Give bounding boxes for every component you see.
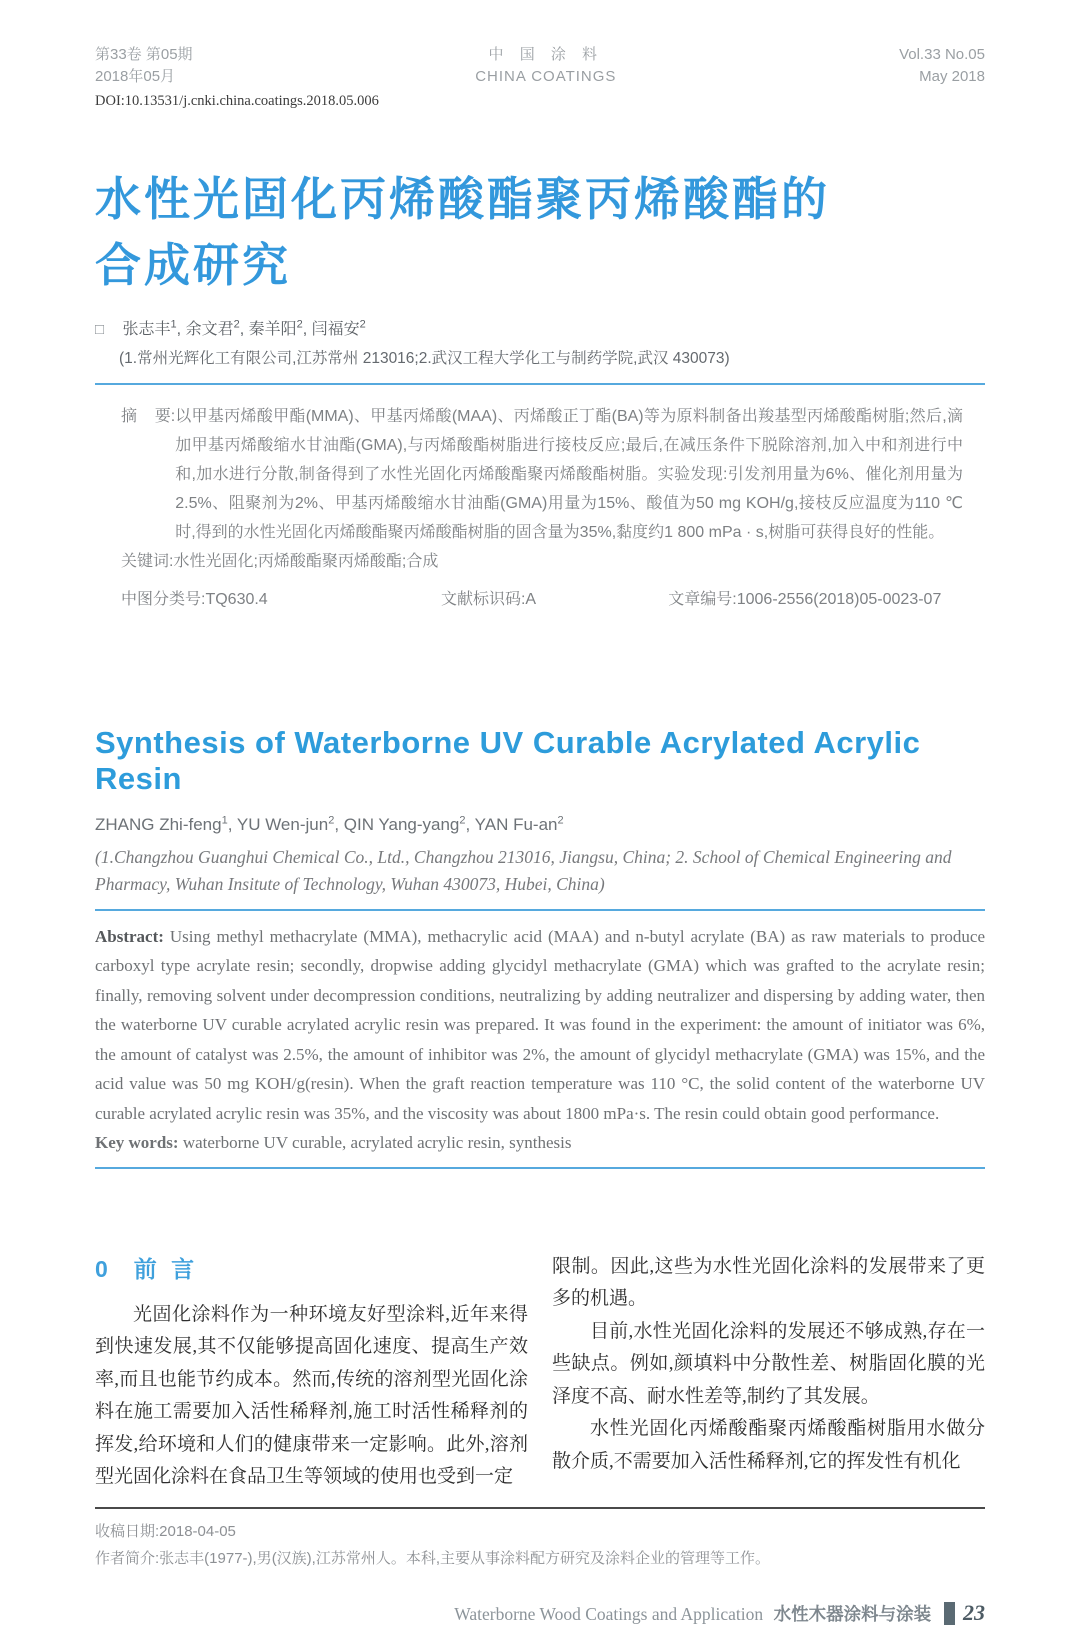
header-issue-info [95,44,193,88]
divider-rule [95,1167,985,1169]
footer-section-en: Waterborne Wood Coatings and Application [454,1603,764,1624]
article-title-cn-line1: 水性光固化丙烯酸酯聚丙烯酸酯的 [95,173,830,225]
abstract-en-text: Using methyl methacrylate (MMA), methacrylic acid (MAA) and n-butyl acrylate (BA) as raw materials to produce carboxyl type acrylate resin; secondly, dropwise adding glycidyl methacrylate (GMA) which was grafted to the acrylate resin; finally, removing solvent under decompression conditions, neutralizing by adding neutralizer and dispersing by adding water, then the waterborne UV curable acrylated acrylic resin was prepared. It was found in the experiment: the amount of initiator was 6%, the amount of catalyst was 2.5%, the amount of inhibitor was 2%, the amount of glycidyl methacrylate (GMA) was 15%, and the acid value was 50 mg KOH/g(resin). When the graft reaction temperature was 110 °C, the solid content of the waterborne UV curable acrylated acrylic resin was 35%, and the viscosity was about 1800 mPa·s. The resin could obtain good performance. [95,926,985,1123]
received-date: 收稿日期:2018-04-05 [95,1522,236,1540]
section-heading [95,1251,528,1284]
abstract-en-label: Abstract: [95,926,164,946]
journal-name [475,44,616,88]
column-right [552,1251,985,1494]
column-left [95,1251,528,1494]
author-cn: 秦羊阳$^2$, [248,318,308,338]
affiliation-en: (1.Changzhou Guanghui Chemical Co., Ltd., Changzhou 213016, Jiangsu, China; 2. School of Chemical Engineering and Pharmacy, Wuhan Insitute of Technology, Wuhan 430073, Hubei, China) [95,846,952,894]
author-en: YAN $Fu-an^2$ [474,814,564,834]
keywords-cn-label: 关键词: [121,553,174,570]
volume-issue-cn: 第33卷 第05期 [95,46,193,63]
abstract-cn-text: 以甲基丙烯酸甲酯(MMA)、甲基丙烯酸(MAA)、丙烯酸正丁酯(BA)等为原料制备出羧基型丙烯酸酯树脂;然后,滴加甲基丙烯酸缩水甘油酯(GMA),与丙烯酸酯树脂进行接枝反应;最后,在减压条件下脱除溶剂,加入中和剂进行中和,加水进行分散,制备得到了水性光固化丙烯酸酯聚丙烯酸酯树脂。实验发现:引发剂用量为6%、催化剂用量为2.5%、阻聚剂为2%、甲基丙烯酸缩水甘油酯(GMA)用量为15%、酸值为50 mg KOH/g,接枝反应温度为110 ℃时,得到的水性光固化丙烯酸酯聚丙烯酸酯树脂的固含量为35%,黏度约1 800 mPa · s,树脂可获得良好的性能。 [175,408,963,541]
section-title: 前 言 [133,1255,199,1282]
body-paragraph: 光固化涂料作为一种环境友好型涂料,近年来得到快速发展,其不仅能够提高固化速度、提高生产效率,而且也能节约成本。然而,传统的溶剂型光固化涂料在施工需要加入活性稀释剂,施工时活性稀释剂的挥发,给环境和人们的健康带来一定影响。此外,溶剂型光固化涂料在食品卫生等领域的使用也受到一定 [95,1303,528,1488]
keywords-en [95,1128,985,1158]
author-en: QIN Yang-yang$^2$, [343,814,475,834]
document-code: 文献标识码:A [440,591,537,608]
author-marker-icon: □ [95,321,105,338]
body-paragraph: 目前,水性光固化涂料的发展还不够成熟,存在一些缺点。例如,颜填料中分散性差、树脂固化膜的光泽度不高、耐水性差等,制约了其发展。 [552,1320,985,1407]
clc-number: 中图分类号:TQ630.4 [121,591,268,608]
affiliation-cn: (1.常州光辉化工有限公司,江苏常州 213016;2.武汉工程大学化工与制药学院,武汉 430073) [119,350,730,367]
author-en: YU Wen-jun$^2$, [236,814,344,834]
doi: DOI:10.13531/j.cnki.china.coatings.2018.05.006 [95,93,379,109]
article-title-cn-line2: 合成研究 [95,239,291,291]
keywords-en-label: Key words: [95,1133,179,1153]
article-id: 文章编号:1006-2556(2018)05-0023-07 [668,591,942,608]
article-title-en: Synthesis of Waterborne UV Curable Acrylated Acrylic Resin [95,725,921,796]
footer-section-cn: 水性木器涂料与涂装 [773,1603,932,1624]
article-title-cn [95,166,985,298]
journal-header [95,44,985,88]
classification-row [121,586,963,609]
footnote [95,1507,985,1572]
author-cn: 余文君$^2$, [185,318,245,338]
author-en: ZHANG Zhi-feng$^1$, [95,814,237,834]
author-cn: 张志丰$^1$, [122,318,182,338]
page-number: 23 [963,1599,985,1625]
author-cn: 闫福安$^2$ [311,318,366,338]
page-footer [95,1600,985,1626]
authors-en [95,814,985,835]
keywords-cn-text: 水性光固化;丙烯酸酯聚丙烯酸酯;合成 [173,553,439,570]
body-columns [95,1251,985,1494]
footer-bar-icon [944,1602,955,1625]
body-paragraph: 限制。因此,这些为水性光固化涂料的发展带来了更多的机遇。 [552,1255,985,1310]
abstract-cn-label: 摘 要: [121,408,176,425]
divider-rule [95,383,985,385]
date-en: May 2018 [919,68,985,85]
divider-rule [95,909,985,911]
abstract-en [95,922,985,1129]
header-issue-info-en [899,44,985,88]
body-paragraph: 水性光固化丙烯酸酯聚丙烯酸酯树脂用水做分散介质,不需要加入活性稀释剂,它的挥发性有机化 [552,1418,985,1472]
abstract-cn [121,402,963,576]
keywords-en-text: waterborne UV curable, acrylated acrylic resin, synthesis [178,1133,572,1153]
journal-name-cn: 中 国 涂 料 [488,46,604,63]
date-cn: 2018年05月 [95,68,176,85]
volume-issue-en: Vol.33 No.05 [899,46,985,63]
journal-name-en: CHINA COATINGS [475,68,617,85]
author-bio: 作者简介:张志丰(1977-),男(汉族),江苏常州人。本科,主要从事涂料配方研究及涂料企业的管理等工作。 [95,1549,771,1567]
section-number: 0 [95,1255,108,1282]
authors-cn [95,316,985,339]
